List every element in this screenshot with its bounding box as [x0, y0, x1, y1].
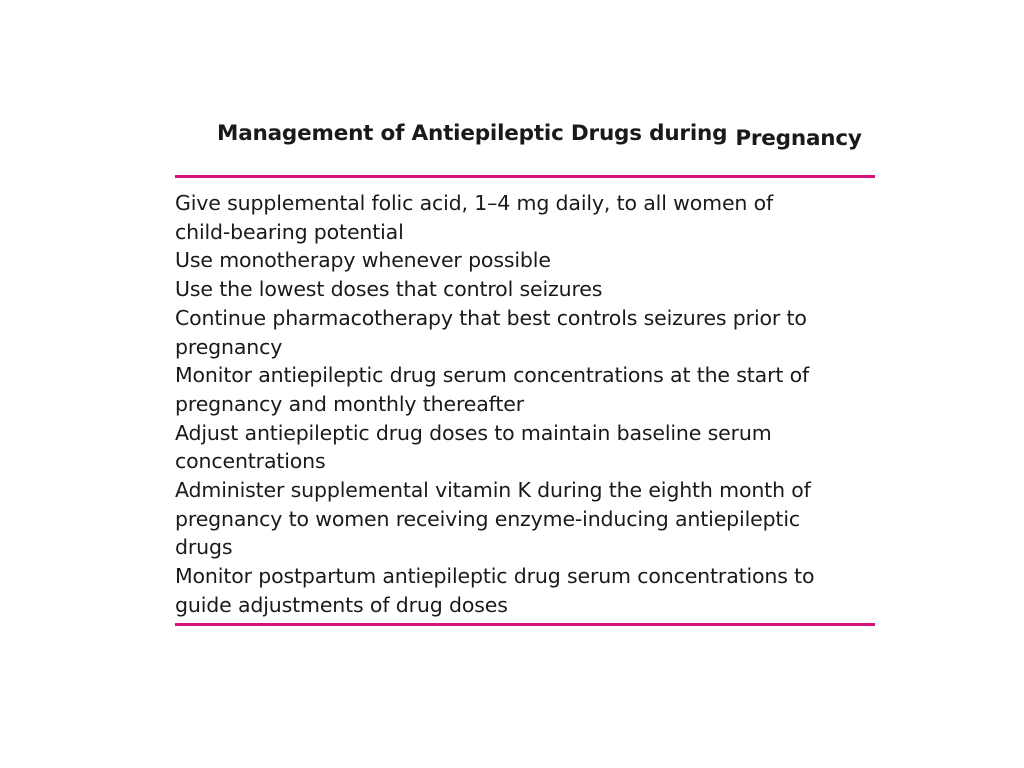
recommendation-line: pregnancy and monthly thereafter [175, 391, 524, 416]
recommendation-line: Monitor antiepileptic drug serum concentrations at the start of [175, 363, 810, 388]
recommendation-line: Administer supplemental vitamin K during the eighth month of [175, 478, 811, 503]
recommendation-item [175, 275, 875, 304]
recommendation-line: drugs [175, 535, 233, 560]
recommendation-line: pregnancy to women receiving enzyme-inducing antiepileptic [175, 506, 800, 531]
recommendation-item [175, 189, 875, 246]
recommendation-line: concentrations [175, 449, 326, 474]
recommendation-line: child-bearing potential [175, 219, 404, 244]
recommendation-item [175, 246, 875, 275]
recommendation-list [175, 189, 875, 620]
top-rule [175, 175, 875, 178]
recommendation-item [175, 419, 875, 476]
recommendation-item [175, 304, 875, 361]
recommendation-line: guide adjustments of drug doses [175, 592, 508, 617]
bottom-rule [175, 623, 875, 626]
table-title-part1: Management of Antiepileptic Drugs during [217, 121, 728, 146]
recommendation-line: Use monotherapy whenever possible [175, 248, 551, 273]
recommendation-item [175, 476, 875, 562]
recommendation-line: pregnancy [175, 334, 283, 359]
table-title [217, 121, 862, 151]
recommendation-line: Adjust antiepileptic drug doses to maintain baseline serum [175, 420, 772, 445]
recommendation-line: Continue pharmacotherapy that best controls seizures prior to [175, 305, 807, 330]
recommendation-line: Use the lowest doses that control seizures [175, 277, 603, 302]
recommendation-line: Give supplemental folic acid, 1–4 mg daily, to all women of [175, 191, 774, 215]
recommendation-item [175, 562, 875, 619]
recommendation-item [175, 361, 875, 418]
table-title-part2: Pregnancy [735, 126, 862, 151]
recommendation-line: Monitor postpartum antiepileptic drug serum concentrations to [175, 564, 815, 589]
